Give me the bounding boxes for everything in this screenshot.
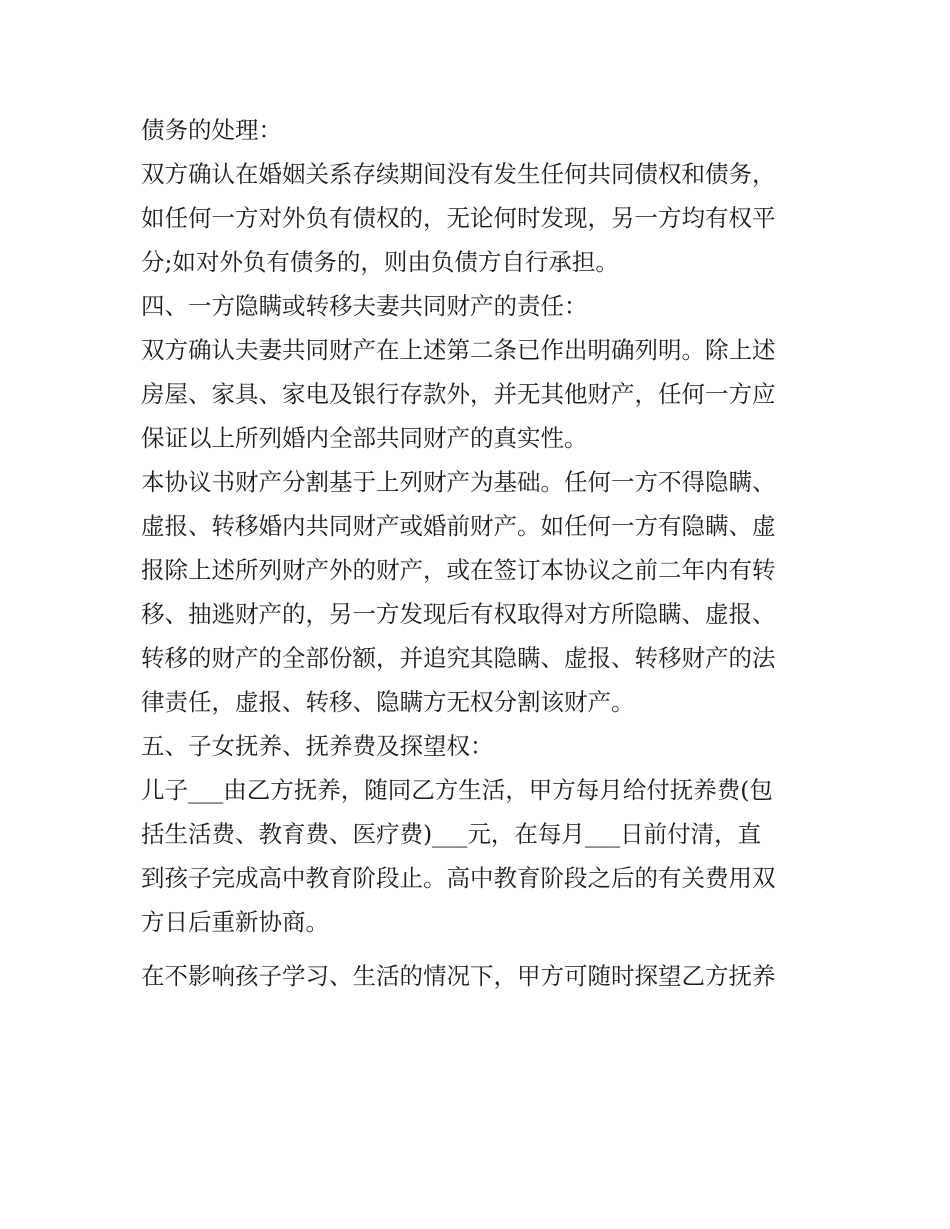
text-line: 债务的处理： bbox=[141, 116, 282, 144]
text-line: 如任何一方对外负有债权的，无论何时发现，另一方均有权平 bbox=[141, 204, 776, 232]
text-line: 保证以上所列婚内全部共同财产的真实性。 bbox=[141, 424, 588, 452]
text-line: 分;如对外负有债务的，则由负债方自行承担。 bbox=[141, 248, 619, 276]
section-heading: 四、一方隐瞒或转移夫妻共同财产的责任： bbox=[141, 292, 588, 320]
text-line: 移、抽逃财产的，另一方发现后有权取得对方所隐瞒、虚报、 bbox=[141, 600, 776, 628]
text-line: 儿子___由乙方抚养，随同乙方生活，甲方每月给付抚养费(包 bbox=[141, 776, 773, 804]
section-heading: 五、子女抚养、抚养费及探望权： bbox=[141, 732, 494, 760]
text-line: 双方确认在婚姻关系存续期间没有发生任何共同债权和债务， bbox=[141, 160, 776, 188]
text-line: 房屋、家具、家电及银行存款外，并无其他财产，任何一方应 bbox=[141, 380, 776, 408]
text-line: 虚报、转移婚内共同财产或婚前财产。如任何一方有隐瞒、虚 bbox=[141, 512, 776, 540]
text-line: 转移的财产的全部份额，并追究其隐瞒、虚报、转移财产的法 bbox=[141, 644, 776, 672]
text-line: 报除上述所列财产外的财产，或在签订本协议之前二年内有转 bbox=[141, 556, 776, 584]
text-line: 在不影响孩子学习、生活的情况下，甲方可随时探望乙方抚养 bbox=[141, 962, 776, 990]
text-line: 到孩子完成高中教育阶段止。高中教育阶段之后的有关费用双 bbox=[141, 864, 776, 892]
text-line: 括生活费、教育费、医疗费)___元，在每月___日前付清，直 bbox=[141, 820, 762, 848]
text-line: 律责任，虚报、转移、隐瞒方无权分割该财产。 bbox=[141, 688, 635, 716]
document-page bbox=[141, 108, 821, 998]
text-line: 本协议书财产分割基于上列财产为基础。任何一方不得隐瞒、 bbox=[141, 468, 776, 496]
text-line: 方日后重新协商。 bbox=[141, 908, 329, 936]
text-line: 双方确认夫妻共同财产在上述第二条已作出明确列明。除上述 bbox=[141, 336, 776, 364]
